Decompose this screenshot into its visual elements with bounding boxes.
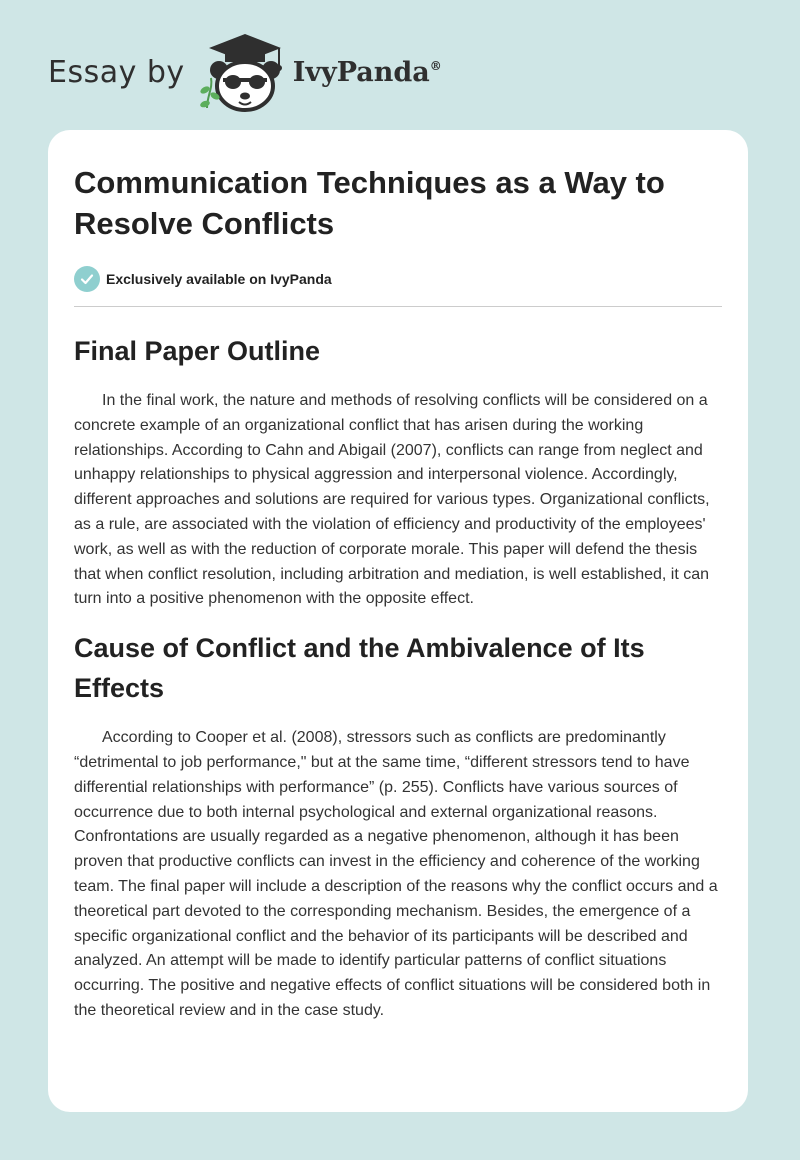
essay-by-label: Essay by [48, 54, 185, 90]
page-title: Communication Techniques as a Way to Resolve Conflicts [74, 165, 665, 241]
section-body-outline: In the final work, the nature and methods of resolving conflicts will be considered on a concrete example of an organizational conflict that has arisen during the working relationships. According to Cahn and Abigail (2007), conflicts can range from neglect and unhappy relationships to physical aggression and interpersonal violence. Accordingly, different approaches and solutions are required for various types. Organizational conflicts, as a rule, are associated with the violation of efficiency and productivity of the employees' work, as well as with the reduction of corporate morale. This paper will defend the thesis that when conflict resolution, including arbitration and mediation, is well established, it can turn into a positive phenomenon with the opposite effect. [74, 392, 710, 608]
exclusive-badge-text: Exclusively available on IvyPanda [106, 271, 332, 287]
checkmark-icon [74, 266, 100, 292]
trademark-symbol: ® [429, 58, 442, 73]
brand-name[interactable] [293, 57, 442, 88]
section-body-cause: According to Cooper et al. (2008), stressors such as conflicts are predominantly “detrimental to job performance," but at the same time, “different stressors tend to have differential relationships with performance” (p. 255). Conflicts have various sources of occurrence due to both internal psychological and external organizational reasons. Confrontations are usually regarded as a negative phenomenon, although it has been proven that productive conflicts can invest in the efficiency and coherence of the working team. The final paper will include a description of the reasons why the conflict occurs and a theoretical part devoted to the corresponding mechanism. Besides, the emergence of a specific organizational conflict and the behavior of its participants will be described and analyzed. An attempt will be made to identify particular patterns of conflict situations occurring. The positive and negative effects of conflict situations will be considered both in the theoretical review and in the case study. [74, 729, 718, 1019]
section-heading-outline: Final Paper Outline [74, 336, 321, 366]
brand-label: IvyPanda [292, 56, 430, 88]
title-divider [74, 306, 722, 307]
essay-card [48, 130, 748, 1112]
site-header [48, 30, 442, 114]
panda-logo-icon[interactable] [199, 30, 291, 114]
exclusive-badge [74, 264, 722, 294]
section-heading-cause: Cause of Conflict and the Ambivalence of Its Effects [74, 633, 645, 704]
